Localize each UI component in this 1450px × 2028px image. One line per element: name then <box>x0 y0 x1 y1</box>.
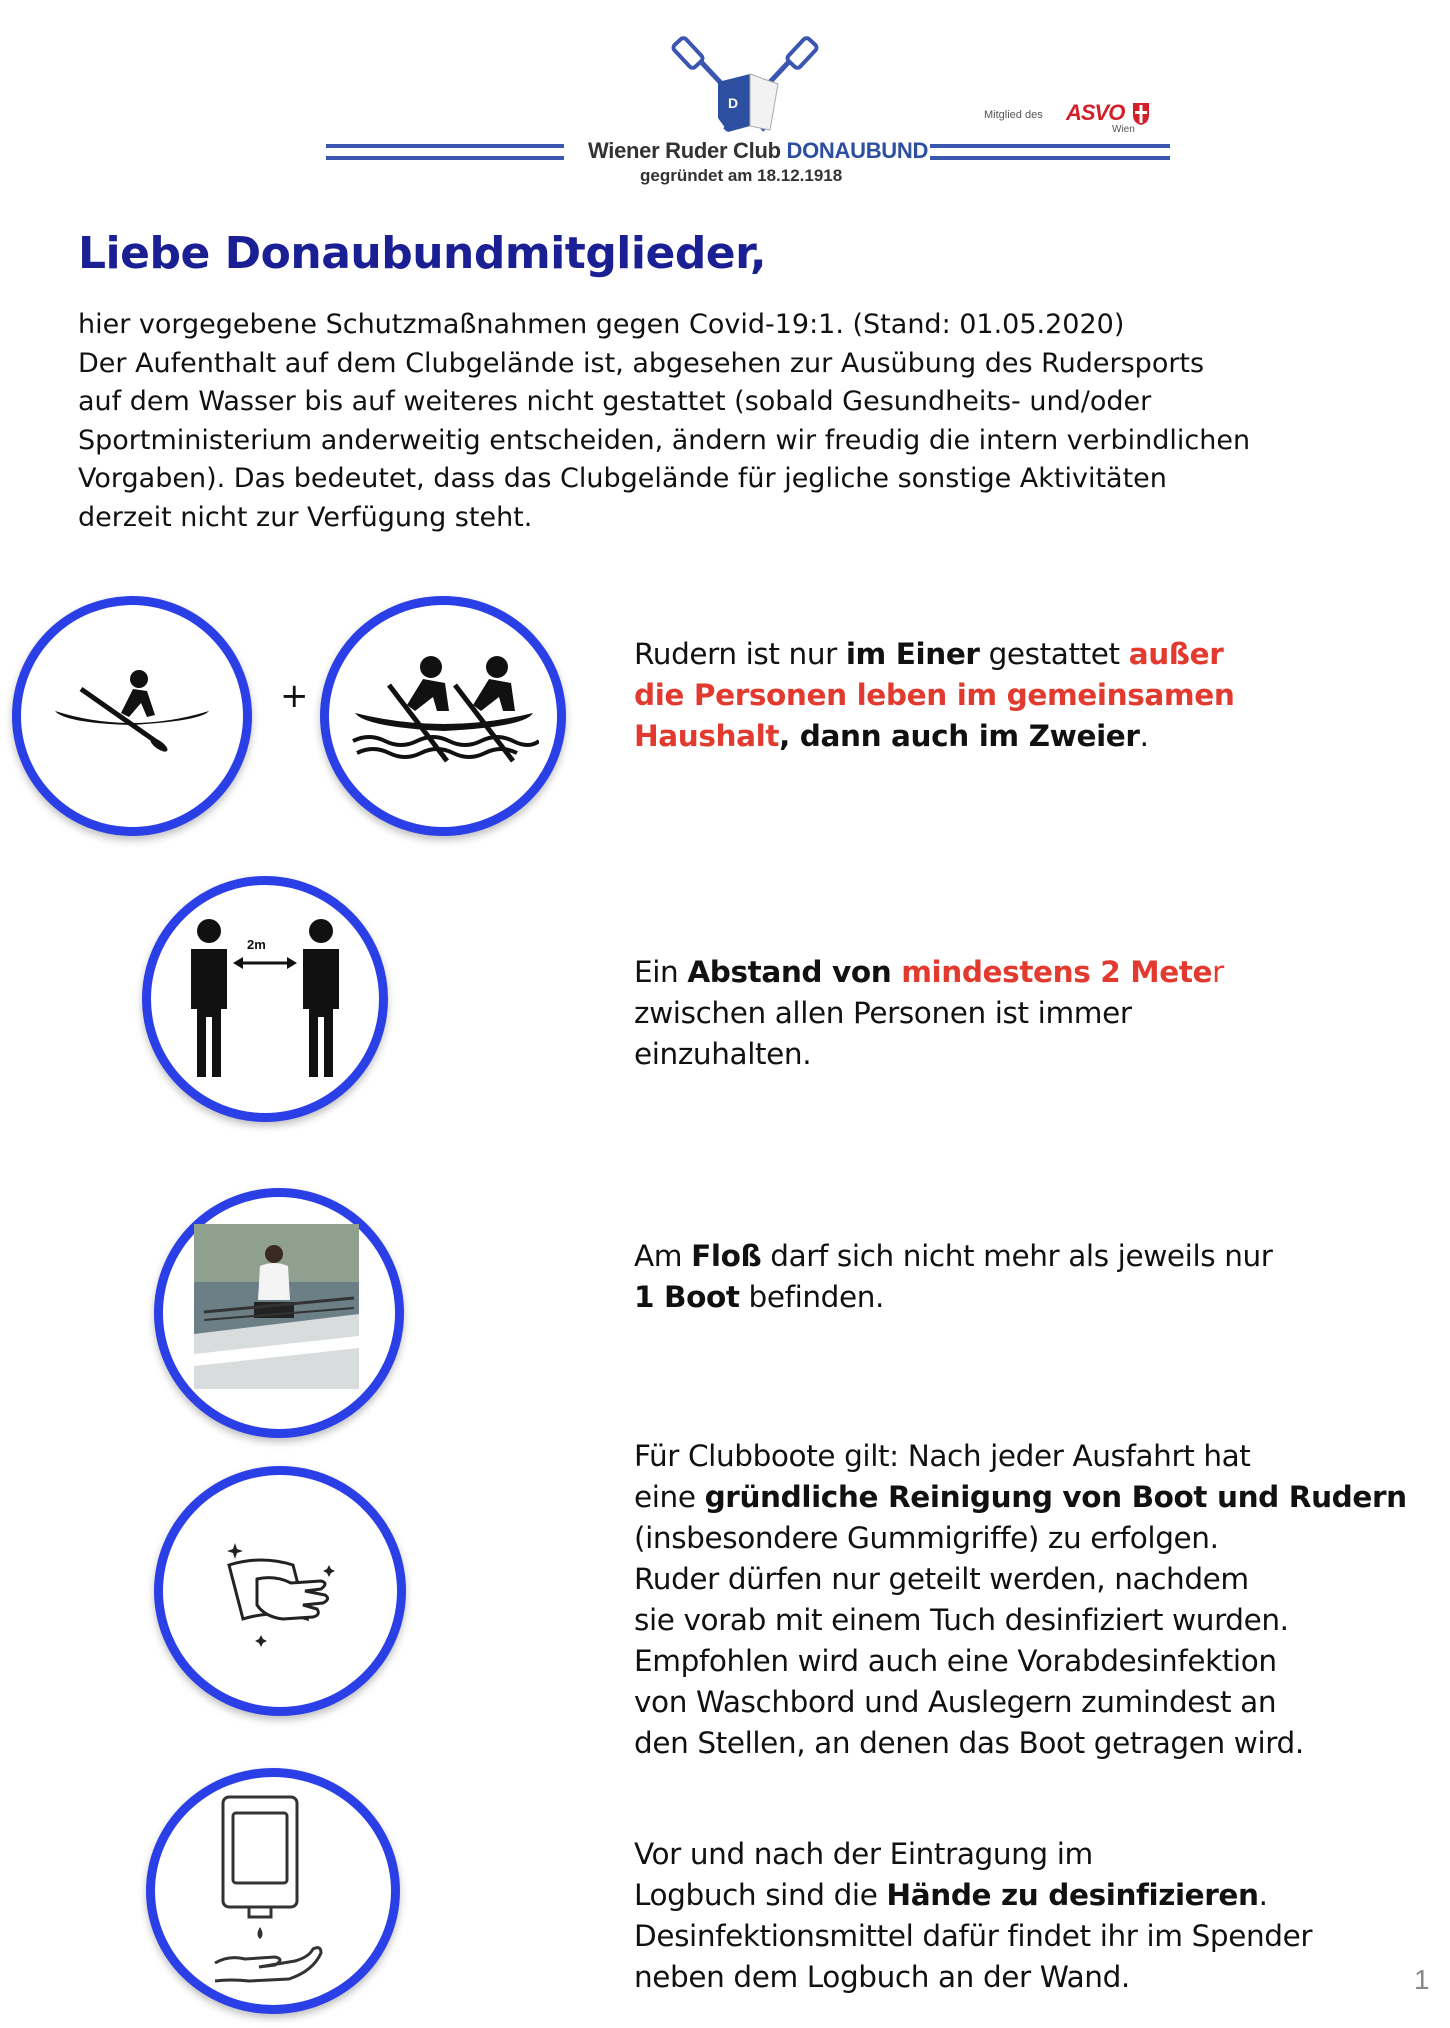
double-scull-icon <box>349 649 539 779</box>
rule-rowing-text: Rudern ist nur im Einer gestattet außer die Personen leben im gemeinsamen Haushalt, dann auch im Zweier. <box>634 637 1235 753</box>
intro-line: auf dem Wasser bis auf weiteres nicht gestattet (sobald Gesundheits- und/oder <box>78 386 1152 417</box>
club-header <box>0 0 1450 200</box>
double-scull-circle <box>320 596 566 836</box>
rower-photo-image <box>194 1224 359 1389</box>
club-name: Wiener Ruder Club DONAUBUND <box>588 138 929 163</box>
header-line-left-bottom <box>326 156 564 160</box>
rule-distance-text: Ein Abstand von mindestens 2 Meter zwischen allen Personen ist immer einzuhalten. <box>634 955 1224 1071</box>
hand-sanitizer-icon <box>209 1793 339 1993</box>
distance-circle <box>142 876 388 1122</box>
intro-paragraph <box>78 306 1418 537</box>
vienna-crest-icon <box>1132 102 1150 126</box>
hand-sanitizer-circle <box>146 1768 400 2014</box>
club-logo-icon <box>670 30 820 138</box>
intro-line: derzeit nicht zur Verfügung steht. <box>78 501 533 533</box>
cleaning-wipe-icon <box>221 1535 341 1655</box>
distance-badge: 2m <box>247 937 266 952</box>
rower-photo <box>194 1224 359 1389</box>
svg-text:D: D <box>728 95 739 111</box>
intro-line: hier vorgegebene Schutzmaßnahmen gegen Covid-19:1. (Stand: 01.05.2020) <box>78 309 1125 340</box>
rule-hands-text: Vor und nach der Eintragung im Logbuch sind die Hände zu desinfizieren. Desinfektionsmittel dafür findet ihr im Spender neben dem Logbuch an der Wand. <box>634 1837 1313 1994</box>
rule-dock-text: Am Floß darf sich nicht mehr als jeweils nur 1 Boot befinden. <box>634 1239 1273 1314</box>
intro-line: Der Aufenthalt auf dem Clubgelände ist, abgesehen zur Ausübung des Rudersports <box>78 347 1205 379</box>
page-title: Liebe Donaubundmitglieder, <box>78 228 767 279</box>
intro-line: Vorgaben). Das bedeutet, dass das Clubgelände für jegliche sonstige Aktivitäten <box>78 463 1167 494</box>
single-scull-icon <box>51 665 213 765</box>
member-of-label: Mitglied des <box>984 109 1043 121</box>
page-number: 1 <box>1414 1964 1430 1995</box>
intro-line: Sportministerium anderweitig entscheiden, ändern wir freudig die intern verbindlichen <box>78 424 1251 456</box>
club-founded-date: gegründet am 18.12.1918 <box>640 166 843 185</box>
header-line-right-bottom <box>930 156 1170 160</box>
asvo-logo: ASVO <box>1066 100 1125 125</box>
rule-cleaning-text: Für Clubboote gilt: Nach jeder Ausfahrt hat eine gründliche Reinigung von Boot und Rudern (insbesondere Gummigriffe) zu erfolgen. Ruder dürfen nur geteilt werden, nachdem sie vorab mit einem Tuch desinfiziert wurden. Empfohlen wird auch eine Vorabdesinfektion von Waschbord und Auslegern zumindest an den Stellen, an denen das Boot getragen wird. <box>634 1439 1407 1760</box>
cleaning-circle <box>154 1466 406 1716</box>
header-line-left-top <box>326 144 564 148</box>
header-line-right-top <box>930 144 1170 148</box>
plus-sign: + <box>280 676 309 716</box>
asvo-wien-label: Wien <box>1112 124 1135 135</box>
single-scull-circle <box>12 596 252 836</box>
